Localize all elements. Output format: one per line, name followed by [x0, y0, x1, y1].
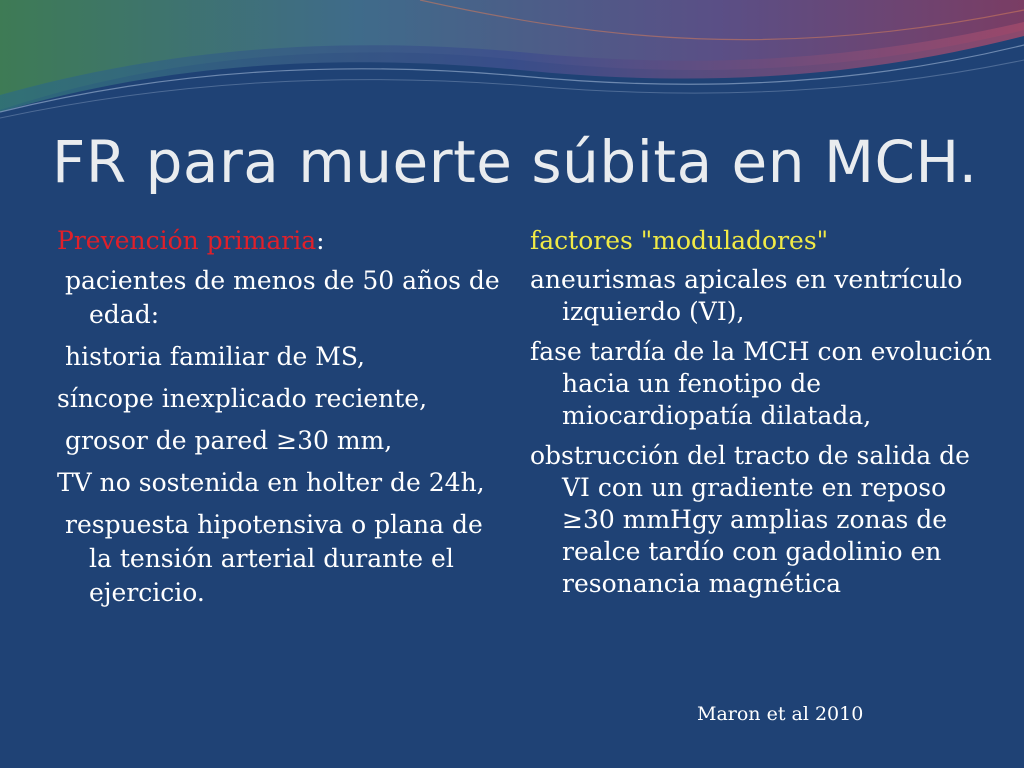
primary-prevention-heading: [57, 224, 507, 258]
risk-factor-item: grosor de pared ≥30 mm,: [65, 426, 393, 455]
modulating-factor-item: fase tardía de la MCH con evolución hacia un fenotipo de miocardiopatía dilatada,: [530, 337, 992, 430]
primary-prevention-label: Prevención primaria: [57, 226, 317, 255]
modulating-factor-item: obstrucción del tracto de salida de VI con un gradiente en reposo ≥30 mmHgy amplias zonas de realce tardío con gadolinio en resonancia magnética: [530, 441, 970, 598]
risk-factor-item: pacientes de menos de 50 años de edad:: [65, 266, 500, 329]
modulating-factors-heading: factores "moduladores": [530, 226, 829, 255]
slide-title: FR para muerte súbita en MCH.: [52, 128, 978, 196]
modulating-factor-item: aneurismas apicales en ventrículo izquierdo (VI),: [530, 265, 963, 326]
heading-colon: :: [316, 226, 325, 255]
decorative-wave-banner: [0, 0, 1024, 140]
primary-prevention-column: [57, 224, 507, 618]
risk-factor-item: TV no sostenida en holter de 24h,: [57, 468, 485, 497]
risk-factor-item: historia familiar de MS,: [65, 342, 365, 371]
risk-factor-item: síncope inexplicado reciente,: [57, 384, 428, 413]
risk-factor-item: respuesta hipotensiva o plana de la tensión arterial durante el ejercicio.: [65, 510, 483, 607]
modulating-factors-column: [530, 224, 1000, 608]
citation: Maron et al 2010: [697, 703, 864, 725]
